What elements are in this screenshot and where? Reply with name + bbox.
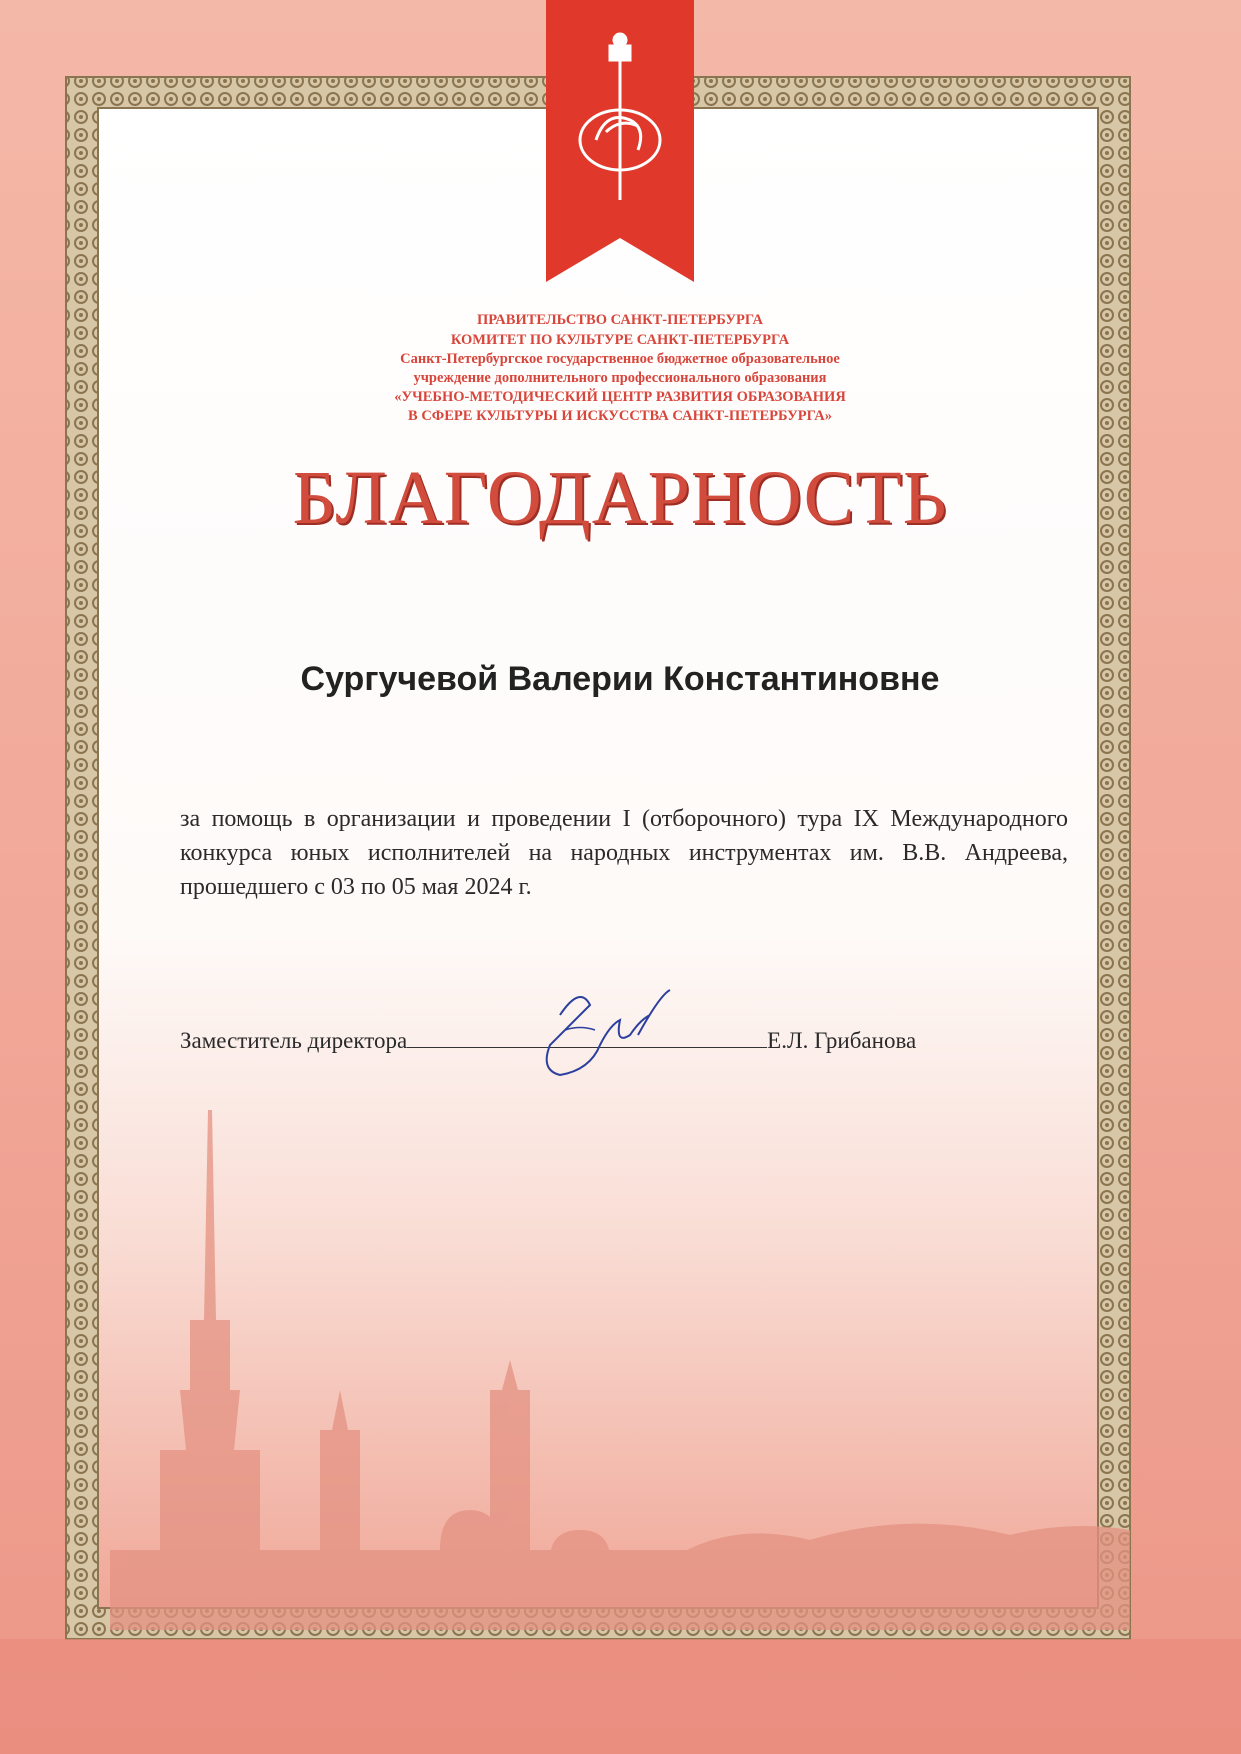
recipient-name: Сургучевой Валерии Константиновне xyxy=(300,660,940,698)
certificate-title: БЛАГОДАРНОСТЬ xyxy=(292,456,948,540)
header-line-institution-2: учреждение дополнительного профессионального образования xyxy=(413,370,827,386)
header-line-institution-4: В СФЕРЕ КУЛЬТУРЫ И ИСКУССТВА САНКТ-ПЕТЕРБУРГА» xyxy=(408,408,832,424)
header-line-institution-1: Санкт-Петербургское государственное бюджетное образовательное xyxy=(400,351,840,367)
issuer-header xyxy=(170,310,1070,426)
city-silhouette xyxy=(110,1090,1130,1630)
gratitude-text: за помощь в организации и проведении I (отборочного) тура IX Международного конкурса юных исполнителей на народных инструментах им. В.В. Андреева, прошедшего с 03 по 05 мая 2024 г. xyxy=(180,806,1068,900)
header-line-government: ПРАВИТЕЛЬСТВО САНКТ-ПЕТЕРБУРГА xyxy=(477,312,763,328)
signatory-name: Е.Л. Грибанова xyxy=(767,1028,917,1053)
signatory-position: Заместитель директора xyxy=(180,1028,408,1053)
handwritten-signature xyxy=(520,975,700,1095)
header-line-committee: КОМИТЕТ ПО КУЛЬТУРЕ САНКТ-ПЕТЕРБУРГА xyxy=(450,332,790,348)
header-line-institution-3: «УЧЕБНО-МЕТОДИЧЕСКИЙ ЦЕНТР РАЗВИТИЯ ОБРАЗОВАНИЯ xyxy=(394,389,846,405)
red-ribbon-bookmark xyxy=(546,0,694,282)
